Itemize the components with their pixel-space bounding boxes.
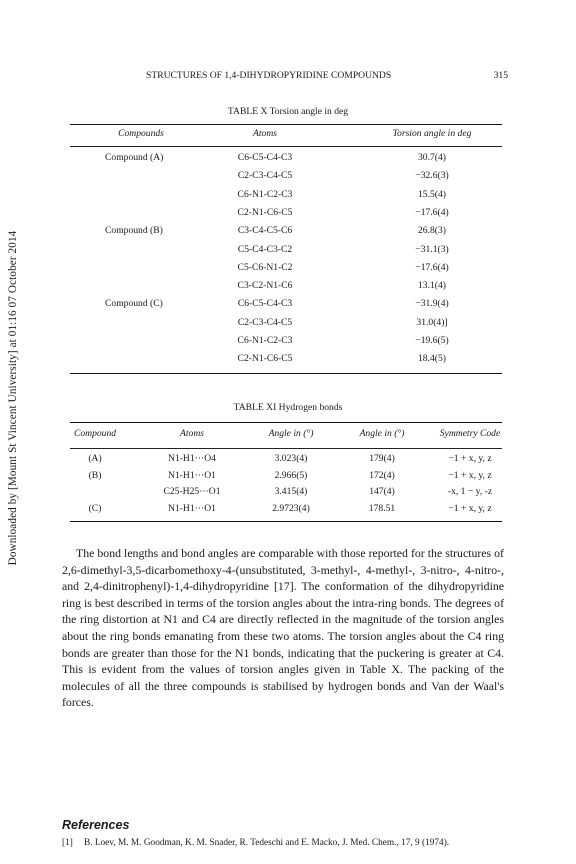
table-header-rule bbox=[70, 448, 502, 449]
reference-number: [1] bbox=[62, 838, 73, 848]
cell-atoms: C3-C2-N1-C6 bbox=[237, 280, 293, 292]
cell-atoms: C6-N1-C2-C3 bbox=[237, 188, 293, 200]
body-text bbox=[62, 545, 504, 711]
table-row bbox=[70, 225, 502, 243]
cell-torsion-angle: −17.6(4) bbox=[415, 206, 449, 218]
page-number: 315 bbox=[493, 70, 508, 81]
table10-caption: TABLE X Torsion angle in deg bbox=[227, 106, 349, 117]
cell-angle-1: 3.023(4) bbox=[274, 453, 308, 464]
table-bottom-rule bbox=[70, 521, 502, 522]
cell-torsion-angle: −32.6(3) bbox=[415, 170, 449, 182]
cell-atoms: C2-N1-C6-C5 bbox=[237, 206, 293, 218]
cell-angle-2: 172(4) bbox=[369, 469, 395, 481]
col-header-angle-2: Angle in (°) bbox=[359, 428, 405, 439]
table-bottom-rule bbox=[70, 373, 502, 374]
table-row bbox=[70, 317, 502, 335]
table-row bbox=[70, 189, 502, 207]
cell-compound: Compound (C) bbox=[105, 298, 163, 310]
table-header-row bbox=[70, 128, 502, 146]
table-row bbox=[70, 353, 502, 371]
table-row bbox=[70, 298, 502, 316]
cell-torsion-angle: 15.5(4) bbox=[418, 188, 446, 200]
cell-torsion-angle: −19.6(5) bbox=[415, 335, 449, 346]
reference-text: B. Loev, M. M. Goodman, K. M. Snader, R. Tedeschi and E. Macko, J. Med. Chem., 17, 9 (1974). bbox=[84, 838, 450, 848]
cell-atoms: N1-H1···O1 bbox=[168, 503, 216, 515]
references-heading: References bbox=[62, 818, 130, 832]
col-header-symmetry: Symmetry Code bbox=[439, 428, 501, 439]
cell-torsion-angle: 30.7(4) bbox=[418, 152, 446, 163]
body-paragraph: The bond lengths and bond angles are comparable with those reported for the structures of 2,6-dimethyl-3,5-dicarbomethoxy-4-(unsubstituted, 3-methyl-, 4-methyl-, 3-nitro-, 4-nitro-, and 2,4-dinitrophenyl)-1,4-dihydropyridine [17]. The conformation of the dihydropyridine ring is best described in terms of the torsion angles about the intra-ring bonds. The degrees of the ring distortion at N1 and C4 are directly reflected in the magnitude of the torsion angles about the ring bonds emanating from these two atoms. The torsion angles about the C4 ring bonds are greater than those for the N1 bonds, indicating that the puckering is greater at C4. This is evident from the values of torsion angles given in Table X. The packing of the molecules of all the three compounds is stabilised by hydrogen bonds and Van der Waal's forces. bbox=[62, 546, 504, 710]
cell-torsion-angle: 31.0(4)] bbox=[416, 316, 448, 328]
cell-atoms: N1-H1···O1 bbox=[168, 469, 216, 481]
table-row bbox=[70, 503, 502, 521]
running-header bbox=[84, 70, 508, 84]
col-header-atoms: Atoms bbox=[180, 428, 204, 439]
cell-angle-2: 147(4) bbox=[369, 486, 395, 498]
cell-symmetry-code: −1 + x, y, z bbox=[448, 503, 492, 515]
running-title: STRUCTURES OF 1,4-DIHYDROPYRIDINE COMPOUNDS bbox=[146, 70, 392, 81]
table-row bbox=[70, 152, 502, 170]
table-row bbox=[70, 262, 502, 280]
col-header-compounds: Compounds bbox=[118, 128, 164, 139]
cell-atoms: C2-C3-C4-C5 bbox=[237, 170, 293, 182]
cell-torsion-angle: 18.4(5) bbox=[418, 353, 446, 365]
cell-angle-2: 178.51 bbox=[368, 503, 396, 515]
cell-atoms: C2-N1-C6-C5 bbox=[237, 353, 293, 365]
table-top-rule bbox=[70, 422, 502, 423]
col-header-compound: Compound bbox=[73, 428, 117, 439]
torsion-angle-table bbox=[70, 124, 502, 376]
cell-atoms: C3-C4-C5-C6 bbox=[237, 225, 293, 237]
cell-torsion-angle: −31.1(3) bbox=[415, 243, 449, 255]
cell-atoms: C6-C5-C4-C3 bbox=[237, 298, 293, 310]
download-watermark bbox=[0, 0, 26, 864]
cell-atoms: C6-C5-C4-C3 bbox=[237, 152, 293, 163]
cell-atoms: C5-C4-C3-C2 bbox=[237, 243, 293, 255]
cell-atoms: C6-N1-C2-C3 bbox=[237, 335, 293, 346]
table11-caption: TABLE XI Hydrogen bonds bbox=[233, 402, 343, 413]
cell-torsion-angle: 26.8(3) bbox=[418, 225, 446, 237]
cell-atoms: C5-C6-N1-C2 bbox=[237, 261, 293, 273]
hydrogen-bonds-table bbox=[70, 422, 502, 522]
cell-compound: (B) bbox=[88, 469, 102, 481]
cell-angle-1: 2.966(5) bbox=[274, 469, 308, 481]
cell-atoms: N1-H1···O4 bbox=[168, 453, 216, 464]
table-header-row bbox=[70, 428, 502, 446]
cell-torsion-angle: 13.1(4) bbox=[418, 280, 446, 292]
table-row bbox=[70, 244, 502, 262]
cell-symmetry-code: −1 + x, y, z bbox=[448, 453, 492, 464]
cell-compound: Compound (B) bbox=[105, 225, 163, 237]
table-row bbox=[70, 280, 502, 298]
table-header-rule bbox=[70, 146, 502, 147]
table-row bbox=[70, 335, 502, 353]
cell-compound: Compound (A) bbox=[105, 152, 164, 163]
cell-angle-1: 3.415(4) bbox=[274, 486, 308, 498]
table-row bbox=[70, 207, 502, 225]
cell-angle-1: 2.9723(4) bbox=[272, 503, 310, 515]
table-row bbox=[70, 470, 502, 488]
table-row bbox=[70, 486, 502, 504]
table-row bbox=[70, 453, 502, 471]
cell-torsion-angle: −31.9(4) bbox=[415, 298, 449, 310]
cell-compound: (C) bbox=[88, 503, 102, 515]
col-header-torsion: Torsion angle in deg bbox=[392, 128, 472, 139]
cell-atoms: C25-H25···O1 bbox=[163, 486, 221, 498]
cell-symmetry-code: -x, 1 − y, -z bbox=[447, 486, 493, 498]
download-notice: Downloaded by [Mount St Vincent University] at 01:16 07 October 2014 bbox=[7, 230, 19, 566]
cell-torsion-angle: −17.6(4) bbox=[415, 261, 449, 273]
col-header-angle-1: Angle in (°) bbox=[268, 428, 314, 439]
cell-symmetry-code: −1 + x, y, z bbox=[448, 469, 492, 481]
table-top-rule bbox=[70, 124, 502, 125]
cell-atoms: C2-C3-C4-C5 bbox=[237, 316, 293, 328]
cell-angle-2: 179(4) bbox=[369, 453, 395, 464]
table-row bbox=[70, 170, 502, 188]
col-header-atoms: Atoms bbox=[253, 128, 277, 139]
cell-compound: (A) bbox=[88, 453, 102, 464]
